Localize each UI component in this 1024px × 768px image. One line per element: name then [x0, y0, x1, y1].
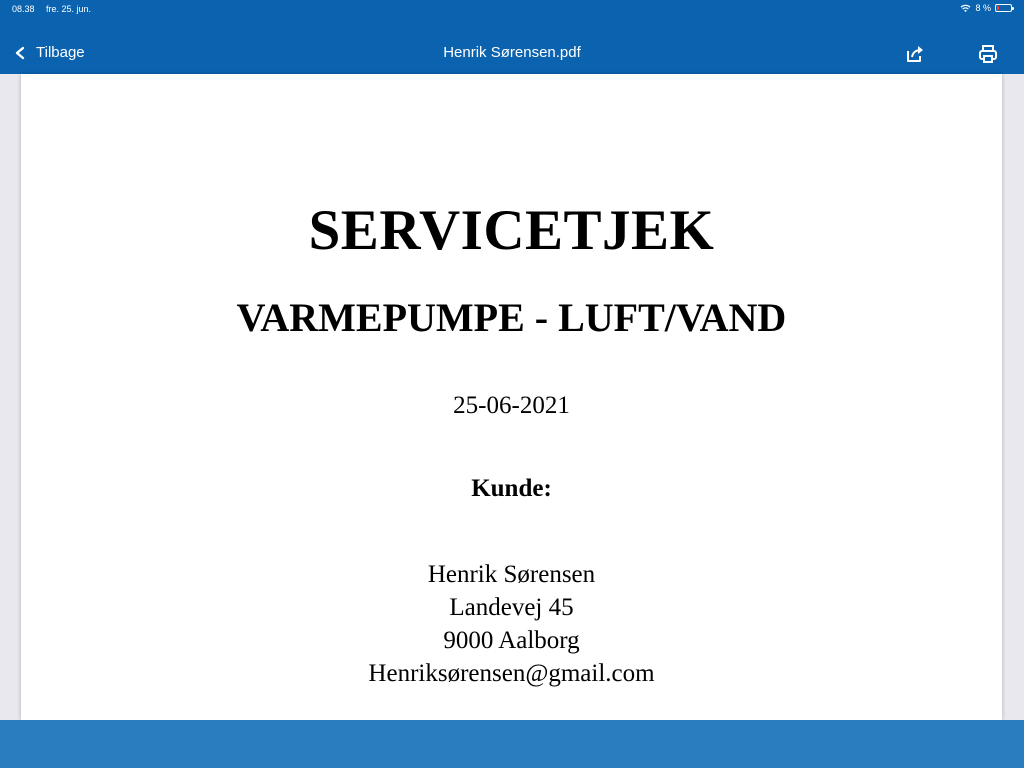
wifi-icon — [960, 4, 971, 13]
share-icon — [904, 44, 926, 64]
battery-percentage: 8 % — [975, 3, 991, 13]
top-navigation-bar — [0, 0, 1024, 74]
back-label: Tilbage — [36, 44, 85, 61]
customer-details — [21, 558, 1002, 690]
status-bar — [0, 0, 1024, 18]
customer-city: 9000 Aalborg — [443, 627, 580, 654]
document-heading: SERVICETJEK — [308, 199, 715, 262]
battery-icon — [995, 4, 1012, 12]
document-subheading: VARMEPUMPE - LUFT/VAND — [236, 295, 787, 340]
status-time: 08.38 — [12, 4, 35, 14]
share-button[interactable] — [904, 44, 926, 64]
pdf-page[interactable] — [21, 74, 1002, 720]
document-title-bar: Henrik Sørensen.pdf — [443, 44, 581, 61]
customer-heading: Kunde: — [471, 475, 552, 502]
printer-icon — [977, 44, 999, 64]
customer-email: Henriksørensen@gmail.com — [368, 660, 655, 687]
print-button[interactable] — [977, 44, 999, 64]
customer-name: Henrik Sørensen — [427, 561, 596, 588]
customer-address: Landevej 45 — [449, 594, 574, 621]
document-date: 25-06-2021 — [453, 392, 570, 419]
status-date: fre. 25. jun. — [46, 4, 92, 14]
bottom-toolbar — [0, 720, 1024, 768]
status-right-group — [960, 3, 1012, 13]
